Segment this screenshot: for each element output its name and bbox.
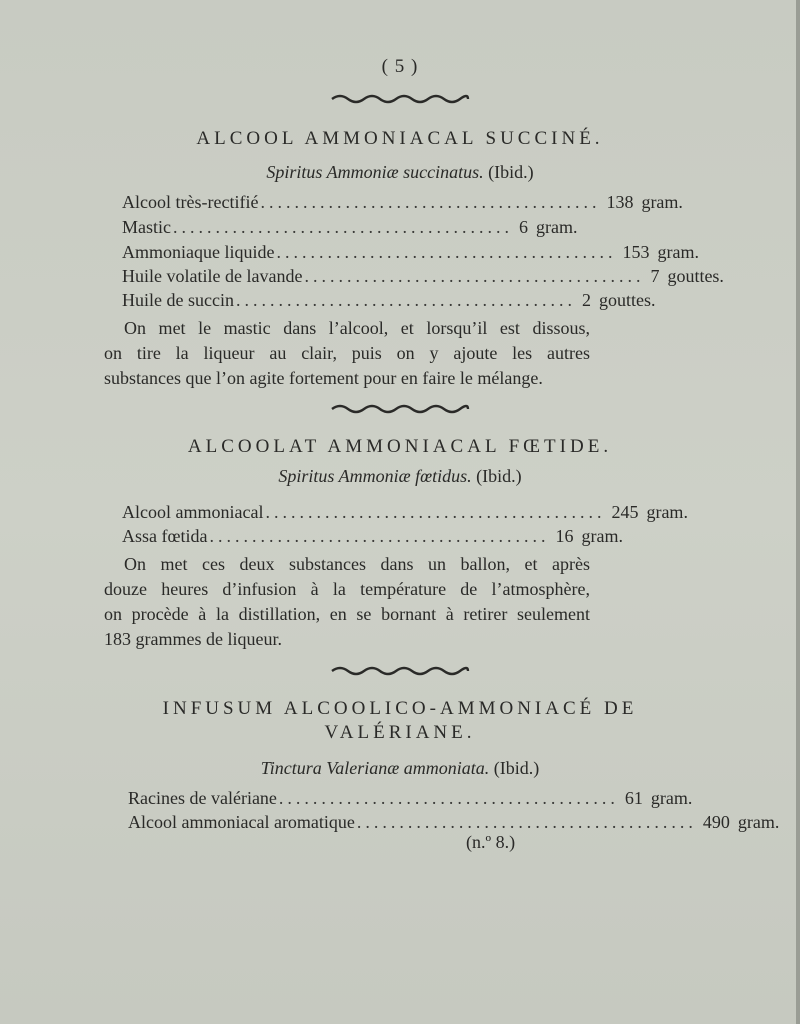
section-title-continued: VALÉRIANE. — [324, 722, 476, 743]
ingredient-qty: 7 — [650, 266, 660, 286]
instruction-paragraph — [104, 552, 590, 652]
ingredient-row — [122, 290, 656, 312]
ingredient-unit: gram. — [650, 788, 693, 808]
ingredient-row — [122, 242, 699, 264]
section-title: ALCOOLAT AMMONIACAL FŒTIDE. — [187, 436, 613, 457]
section-subtitle — [0, 758, 800, 779]
latin-name: Spiritus Ammoniæ succinatus. — [266, 162, 484, 182]
paragraph-line: on procède à la distillation, en se bornant à retirer seulement — [104, 604, 590, 624]
leader-dots: ........................................ — [276, 242, 617, 262]
ingredient-unit: gram. — [657, 242, 699, 262]
ingredient-name: Alcool ammoniacal aromatique — [128, 812, 355, 832]
ornament-divider — [330, 92, 470, 106]
paragraph-line: 183 grammes de liqueur. — [104, 629, 282, 649]
ingredient-row — [122, 526, 623, 548]
ingredient-qty: 245 — [611, 502, 639, 522]
latin-name: Tinctura Valerianæ ammoniata. — [260, 758, 490, 778]
leader-dots: ........................................ — [356, 812, 697, 832]
leader-dots: ........................................ — [265, 502, 606, 522]
section-title: INFUSUM ALCOOLICO-AMMONIACÉ DE — [162, 698, 638, 719]
ingredient-unit: gram. — [581, 526, 623, 546]
ingredient-unit: gouttes. — [598, 290, 656, 310]
ingredient-row — [122, 192, 683, 214]
ingredient-unit: gram. — [641, 192, 683, 212]
ornament-divider — [330, 664, 470, 678]
ingredient-row — [128, 812, 780, 834]
page-edge — [796, 0, 800, 1024]
ingredient-unit: gram. — [536, 217, 578, 237]
ingredient-qty: 490 — [702, 812, 730, 832]
paragraph-line: substances que l’on agite fortement pour en faire le mélange. — [104, 368, 543, 388]
leader-dots: ........................................ — [260, 192, 601, 212]
ingredient-qty: 153 — [622, 242, 650, 262]
ingredient-unit: gram. — [646, 502, 688, 522]
section-subtitle — [0, 162, 800, 183]
ornament-divider — [330, 402, 470, 416]
ingredient-name: Alcool très-rectifié — [122, 192, 259, 212]
ingredient-qty: 2 — [581, 290, 591, 310]
page-number: ( 5 ) — [381, 56, 419, 77]
ingredient-unit: gram. — [737, 812, 780, 832]
section-subtitle — [0, 466, 800, 487]
source-ref: (Ibid.) — [493, 758, 540, 778]
leader-dots: ........................................ — [235, 290, 576, 310]
ingredient-row — [122, 502, 688, 524]
ingredient-qty: 61 — [624, 788, 643, 808]
ingredient-name: Ammoniaque liquide — [122, 242, 275, 262]
source-ref: (Ibid.) — [488, 162, 534, 182]
ingredient-qty: 6 — [519, 217, 528, 237]
leader-dots: ........................................ — [209, 526, 550, 546]
paragraph-line: on tire la liqueur au clair, puis on y ajoute les autres — [104, 343, 590, 363]
paragraph-line: On met le mastic dans l’alcool, et lorsqu’il est dissous, — [124, 318, 590, 338]
ingredient-name: Huile volatile de lavande — [122, 266, 303, 286]
section-title: ALCOOL AMMONIACAL SUCCINÉ. — [196, 128, 604, 149]
latin-name: Spiritus Ammoniæ fœtidus. — [278, 466, 472, 486]
source-ref: (Ibid.) — [476, 466, 522, 486]
leader-dots: ........................................ — [173, 217, 513, 237]
ingredient-name: Assa fœtida — [122, 526, 208, 546]
ingredient-row — [128, 788, 693, 810]
ingredient-qty: 16 — [555, 526, 574, 546]
leader-dots: ........................................ — [278, 788, 619, 808]
ingredient-name: Racines de valériane — [128, 788, 277, 808]
leader-dots: ........................................ — [304, 266, 645, 286]
ingredient-qty: 138 — [606, 192, 634, 212]
ingredient-name: Alcool ammoniacal — [122, 502, 264, 522]
ingredient-name: Mastic — [122, 217, 171, 237]
ingredient-row — [122, 217, 578, 239]
paragraph-line: On met ces deux substances dans un ballon, et après — [124, 554, 590, 574]
instruction-paragraph — [104, 316, 590, 391]
signature-mark: (n.º 8.) — [466, 832, 516, 852]
ingredient-unit: gouttes. — [667, 266, 724, 286]
ingredient-name: Huile de succin — [122, 290, 234, 310]
paragraph-line: douze heures d’infusion à la température de l’atmosphère, — [104, 579, 590, 599]
ingredient-row — [122, 266, 724, 288]
